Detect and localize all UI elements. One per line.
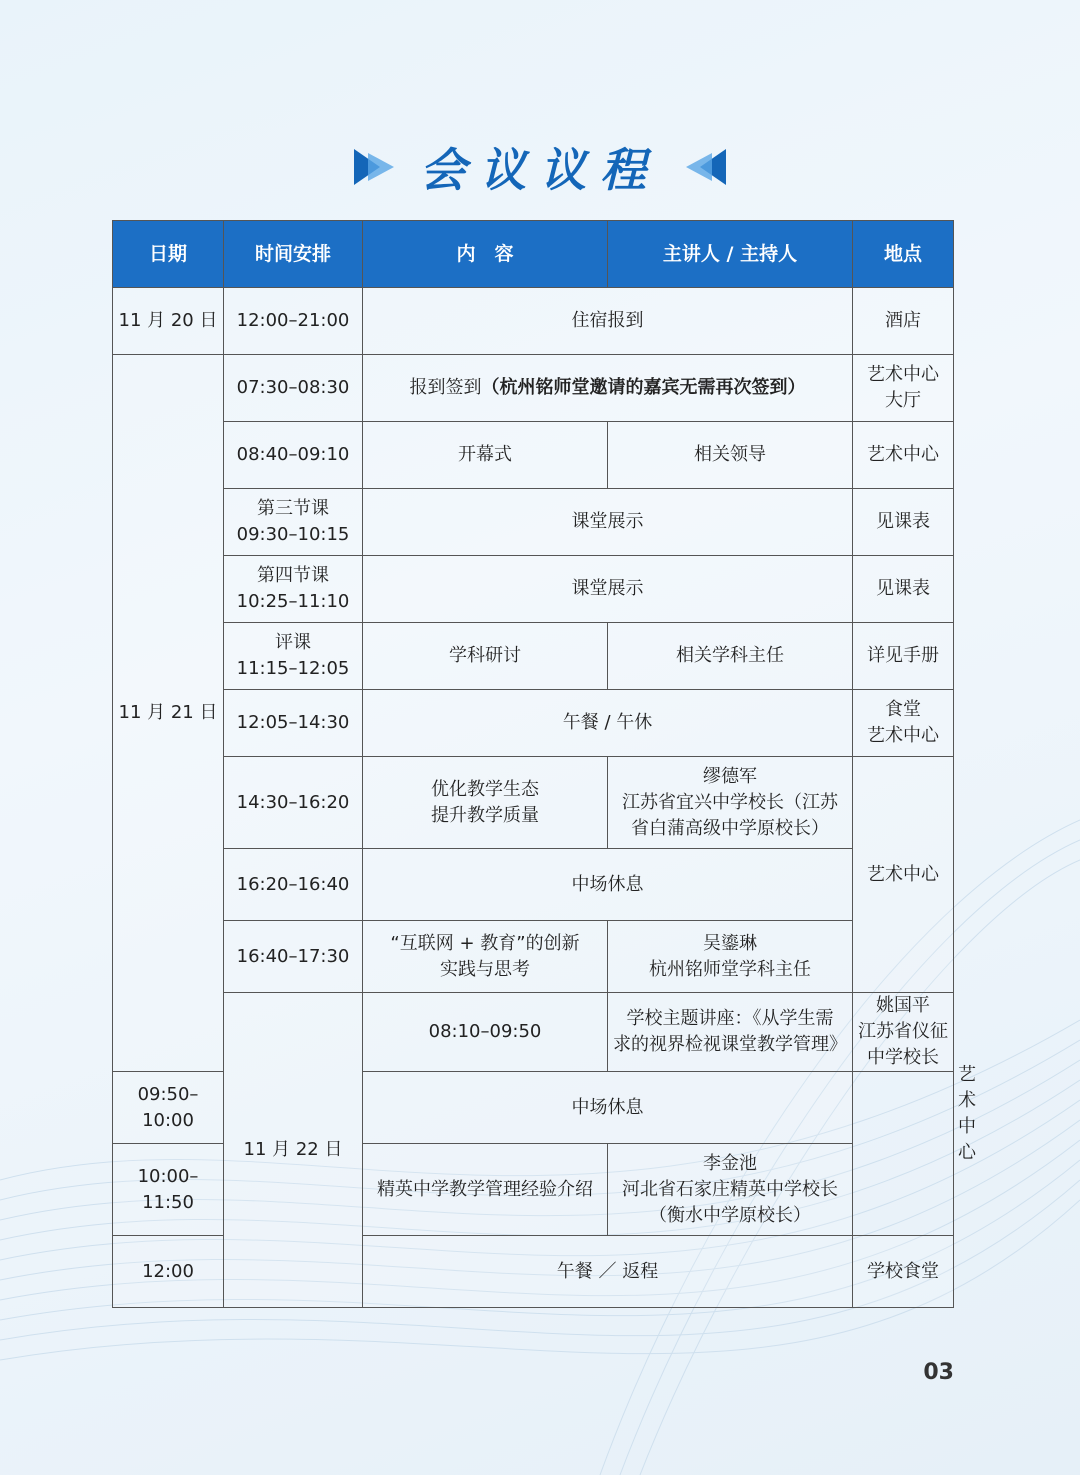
speaker-name: 李金池: [703, 1152, 757, 1174]
content-cell: 中场休息: [363, 1072, 853, 1144]
time-line: 10:25–11:10: [236, 591, 350, 612]
speaker-title: 杭州铭师堂学科主任: [649, 958, 811, 980]
time-cell: [224, 556, 363, 623]
time-cell: 07:30–08:30: [224, 355, 363, 422]
time-cell: [224, 489, 363, 556]
table-row: [113, 422, 954, 489]
content-text: 报到签到: [409, 377, 482, 398]
time-line: 评课: [275, 632, 311, 653]
speaker-title: 省白蒲高级中学原校长）: [631, 817, 829, 839]
table-row: [113, 355, 954, 422]
venue-cell: 艺术中心: [853, 422, 954, 489]
table-row: [113, 757, 954, 849]
content-note: （杭州铭师堂邀请的嘉宾无需再次签到）: [481, 377, 806, 398]
content-cell: [363, 757, 608, 849]
time-line: 09:30–10:15: [236, 524, 350, 545]
speaker-cell: [608, 757, 853, 849]
time-line: 第四节课: [257, 565, 329, 586]
time-line: 11:15–12:05: [236, 658, 350, 679]
speaker-cell: 相关领导: [608, 422, 853, 489]
time-cell: 16:40–17:30: [224, 921, 363, 993]
speaker-cell: [608, 921, 853, 993]
page-title: 会议议程: [420, 143, 660, 197]
content-cell: 住宿报到: [363, 288, 853, 355]
table-row: [113, 556, 954, 623]
time-cell: 09:50–10:00: [113, 1072, 224, 1144]
header-date: 日期: [113, 221, 224, 288]
content-cell: 课堂展示: [363, 556, 853, 623]
venue-line: 艺术中心: [867, 725, 939, 746]
content-cell: 午餐 / 午休: [363, 690, 853, 757]
venue-cell: 艺术中心: [853, 757, 954, 993]
content-cell: 精英中学教学管理经验介绍: [363, 1144, 608, 1236]
time-cell: 08:40–09:10: [224, 422, 363, 489]
header-time: 时间安排: [224, 221, 363, 288]
content-cell: 开幕式: [363, 422, 608, 489]
time-cell: 08:10–09:50: [363, 993, 608, 1072]
time-cell: 12:00–21:00: [224, 288, 363, 355]
content-line: 提升教学质量: [431, 804, 539, 826]
speaker-cell: 相关学科主任: [608, 623, 853, 690]
venue-cell: 酒店: [853, 288, 954, 355]
header-content: 内 容: [363, 221, 608, 288]
content-line: 实践与思考: [440, 958, 530, 980]
date-cell: 11 月 20 日: [113, 288, 224, 355]
page-number: 03: [923, 1360, 954, 1385]
venue-cell: 详见手册: [853, 623, 954, 690]
header-speaker: 主讲人 / 主持人: [608, 221, 853, 288]
table-row: [113, 690, 954, 757]
speaker-cell: [853, 993, 954, 1072]
content-cell: 学科研讨: [363, 623, 608, 690]
content-line: 优化教学生态: [431, 778, 539, 800]
content-cell: 课堂展示: [363, 489, 853, 556]
time-cell: 12:05–14:30: [224, 690, 363, 757]
speaker-name: 吴鎏琳: [703, 932, 757, 954]
content-cell: 午餐 ／ 返程: [363, 1236, 853, 1308]
speaker-name: 缪德军: [703, 765, 757, 787]
speaker-title: 河北省石家庄精英中学校长: [622, 1178, 838, 1200]
content-cell: [363, 355, 853, 422]
time-cell: 12:00: [113, 1236, 224, 1308]
speaker-title: （衡水中学原校长）: [649, 1204, 811, 1226]
venue-cell: 学校食堂: [853, 1236, 954, 1308]
content-cell: [608, 993, 853, 1072]
content-cell: 中场休息: [363, 849, 853, 921]
time-line: 第三节课: [257, 498, 329, 519]
time-cell: [224, 623, 363, 690]
title-bar: [0, 132, 1080, 202]
table-row: [113, 489, 954, 556]
venue-line: 食堂: [885, 699, 921, 720]
table-row: [113, 623, 954, 690]
time-cell: 14:30–16:20: [224, 757, 363, 849]
play-left-icon: [682, 145, 730, 189]
speaker-cell: [608, 1144, 853, 1236]
agenda-table: [112, 220, 976, 1308]
speaker-name: 姚国平: [876, 995, 930, 1016]
venue-cell: 见课表: [853, 489, 954, 556]
venue-cell: 见课表: [853, 556, 954, 623]
header-venue: 地点: [853, 221, 954, 288]
time-cell: 10:00–11:50: [113, 1144, 224, 1236]
venue-line: 艺术中心: [867, 364, 939, 385]
header-row: [113, 221, 954, 288]
venue-cell: [853, 690, 954, 757]
content-cell: [363, 921, 608, 993]
content-line: “互联网 + 教育”的创新: [390, 932, 580, 954]
table-row: [113, 849, 954, 921]
table-row: 11 月 22 日 08:10–09:50 学校主题讲座：《从学生需 求的视界检视课堂教学管理》 姚国平 江苏省仪征中学校长 艺术中心: [113, 993, 954, 1072]
date-cell: 11 月 22 日: [224, 993, 363, 1308]
table-row: [113, 288, 954, 355]
speaker-title: 江苏省宜兴中学校长（江苏: [622, 791, 838, 813]
content-line: 求的视界检视课堂教学管理》: [613, 1034, 847, 1055]
speaker-title: 江苏省仪征中学校长: [858, 1021, 948, 1068]
date-cell: 11 月 21 日: [113, 355, 224, 1072]
venue-cell: [853, 355, 954, 422]
content-line: 学校主题讲座：《从学生需: [626, 1008, 834, 1029]
time-cell: 16:20–16:40: [224, 849, 363, 921]
venue-line: 大厅: [885, 390, 921, 411]
table-row: [113, 921, 954, 993]
play-right-icon: [350, 145, 398, 189]
